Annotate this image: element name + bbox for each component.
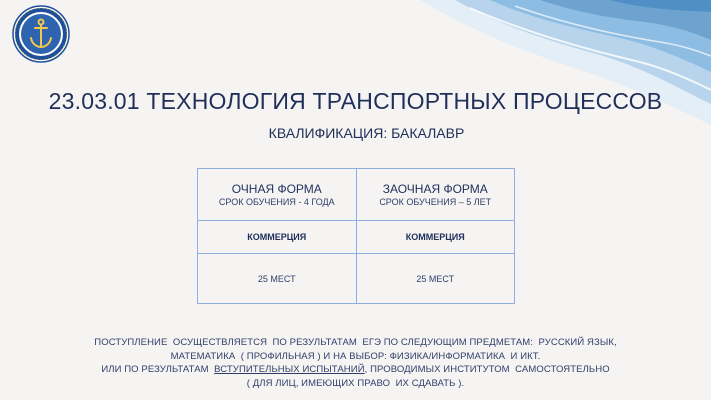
decorative-waves xyxy=(0,0,711,140)
part-time-form-label: ЗАОЧНАЯ ФОРМА xyxy=(382,182,488,196)
full-time-term: СРОК ОБУЧЕНИЯ - 4 ГОДА xyxy=(218,197,335,207)
full-time-places: 25 МЕСТ xyxy=(198,254,357,304)
part-time-places: 25 МЕСТ xyxy=(356,254,515,304)
full-time-commerce: КОММЕРЦИЯ xyxy=(198,221,357,254)
admission-line-1: ПОСТУПЛЕНИЕ ОСУЩЕСТВЛЯЕТСЯ ПО РЕЗУЛЬТАТАМ ЕГЭ ПО СЛЕДУЮЩИМ ПРЕДМЕТАМ: РУССКИЙ ЯЗЫК, xyxy=(94,337,617,348)
admission-line-2: МАТЕМАТИКА ( ПРОФИЛЬНАЯ ) И НА ВЫБОР: ФИЗИКА/ИНФОРМАТИКА И ИКТ. xyxy=(170,350,541,362)
page-title: 23.03.01 ТЕХНОЛОГИЯ ТРАНСПОРТНЫХ ПРОЦЕССОВ xyxy=(48,88,663,114)
entrance-exams-link[interactable]: ВСТУПИТЕЛЬНЫХ ИСПЫТАНИЙ xyxy=(214,364,365,375)
part-time-commerce: КОММЕРЦИЯ xyxy=(356,221,515,254)
admission-line-3-end: , ПРОВОДИМЫХ ИНСТИТУТОМ САМОСТОЯТЕЛЬНО xyxy=(364,364,610,375)
part-time-term: СРОК ОБУЧЕНИЯ – 5 ЛЕТ xyxy=(379,197,492,207)
admission-info xyxy=(30,336,681,390)
part-time-header-cell xyxy=(356,169,515,221)
full-time-header-cell xyxy=(198,169,357,221)
study-forms-table xyxy=(197,168,515,304)
institute-logo xyxy=(12,5,70,63)
admission-line-4: ( ДЛЯ ЛИЦ, ИМЕЮЩИХ ПРАВО ИХ СДАВАТЬ ). xyxy=(246,377,465,389)
qualification-subtitle: КВАЛИФИКАЦИЯ: БАКАЛАВР xyxy=(268,125,465,141)
admission-line-3 xyxy=(30,363,681,377)
admission-line-3-start: ИЛИ ПО РЕЗУЛЬТАТАМ xyxy=(101,364,215,375)
full-time-form-label: ОЧНАЯ ФОРМА xyxy=(231,182,322,196)
